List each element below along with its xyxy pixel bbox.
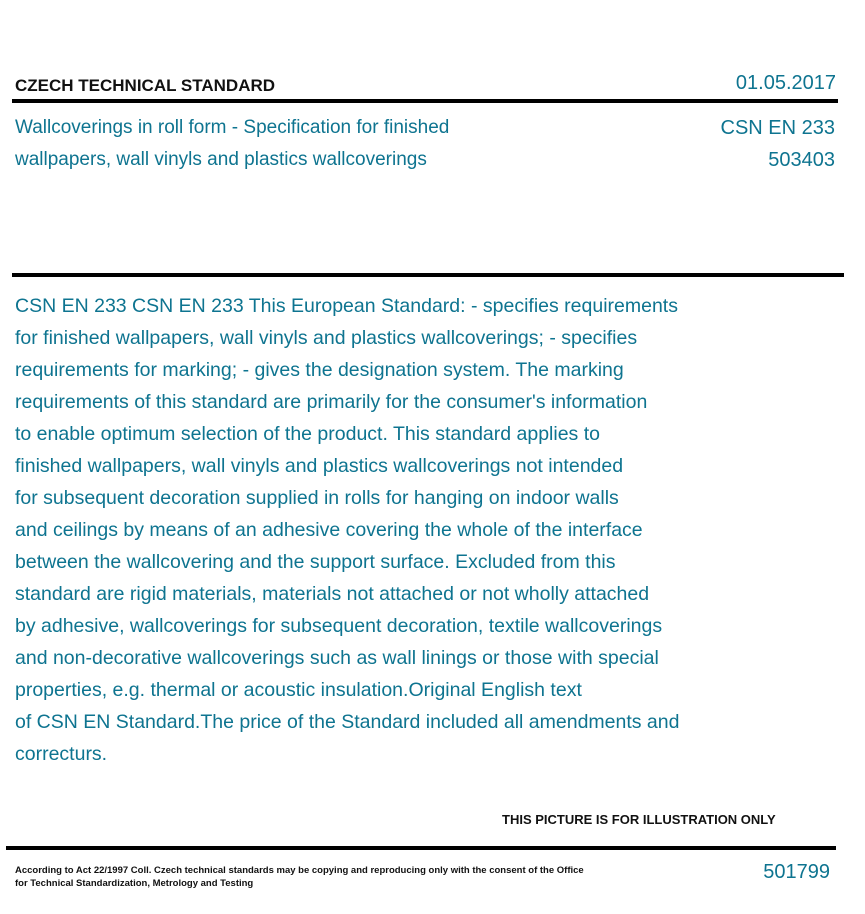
description-line: for subsequent decoration supplied in rolls for hanging on indoor walls [15,487,619,509]
description-line: by adhesive, wallcoverings for subsequent decoration, textile wallcoverings [15,615,663,637]
description-line: to enable optimum selection of the product. This standard applies to [15,423,600,445]
footer-number: 501799 [763,861,830,883]
description-line: properties, e.g. thermal or acoustic insulation.Original English text [15,679,582,701]
section-rule [12,273,844,277]
header-title: CZECH TECHNICAL STANDARD [15,76,276,95]
description-line: correcturs. [15,743,108,765]
illustration-note: THIS PICTURE IS FOR ILLUSTRATION ONLY [502,812,776,827]
subtitle-line-2: wallpapers, wall vinyls and plastics wallcoverings [15,149,427,170]
footer-line-2: for Technical Standardization, Metrology and Testing [15,878,254,889]
catalog-number: 503403 [768,149,835,171]
header-date: 01.05.2017 [735,72,836,94]
footer-rule [6,846,836,850]
description-text [15,290,805,770]
description-line: CSN EN 233 CSN EN 233 This European Standard: - specifies requirements [15,295,678,317]
header-rule [12,99,838,103]
description-line: for finished wallpapers, wall vinyls and plastics wallcoverings; - specifies [15,327,638,349]
description-line: requirements of this standard are primarily for the consumer's information [15,391,648,413]
description-line: and non-decorative wallcoverings such as wall linings or those with special [15,647,659,669]
description-line: of CSN EN Standard.The price of the Standard included all amendments and [15,711,680,733]
description-line: finished wallpapers, wall vinyls and plastics wallcoverings not intended [15,455,624,477]
description-line: standard are rigid materials, materials not attached or not wholly attached [15,583,650,605]
description-line: between the wallcovering and the support surface. Excluded from this [15,551,616,573]
description-line: and ceilings by means of an adhesive covering the whole of the interface [15,519,643,541]
description-line: requirements for marking; - gives the designation system. The marking [15,359,624,381]
footer-line-1: According to Act 22/1997 Coll. Czech technical standards may be copying and reproducing only with the consent of the Office [15,865,584,876]
subtitle-line-1: Wallcoverings in roll form - Specification for finished [15,117,450,138]
footer-legal-text [15,864,584,890]
standard-code: CSN EN 233 [720,117,835,139]
